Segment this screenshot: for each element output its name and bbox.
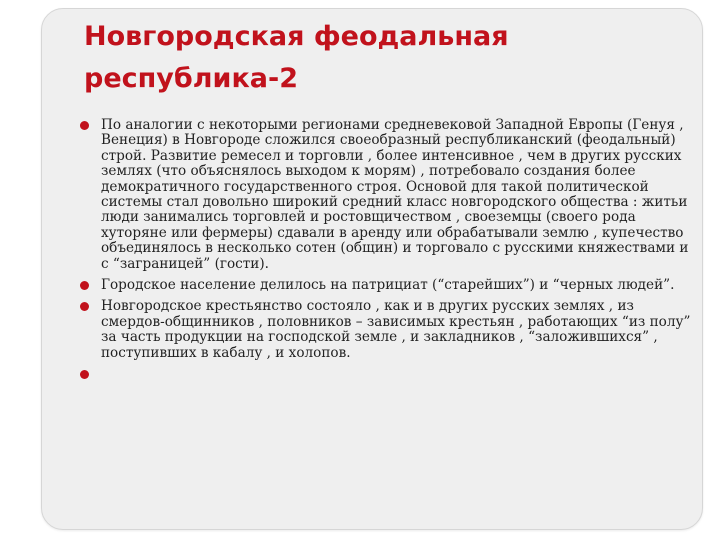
bullet-item-1 xyxy=(80,118,692,272)
bullet-dot-icon xyxy=(80,370,89,379)
bullet-dot-icon xyxy=(80,121,89,130)
title-line-2: республика-2 xyxy=(84,63,298,94)
bullet-text-1: По аналогии с некоторыми регионами средневековой Западной Европы (Генуя , Венеция) в Новгороде сложился своеобразный республиканский (феодальный) строй. Развитие ремесел и торговли , более интенсивное , чем в других русских землях (что объяснялось выходом к морям) , потребовало создания более демократичного государственного строя. Основой для такой политической системы стал довольно широкий средний класс новгородского общества : житьи люди занимались торговлей и ростовщичеством , своеземцы (своего рода хуторяне или фермеры) сдавали в аренду или обрабатывали землю , купечество объединялось в несколько сотен (общин) и торговало с русскими княжествами и с “заграницей” (гости). xyxy=(101,117,689,272)
slide-title xyxy=(84,16,684,100)
title-line-1: Новгородская феодальная xyxy=(84,21,509,52)
bullet-list xyxy=(80,118,692,388)
bullet-dot-icon xyxy=(80,281,89,290)
bullet-dot-icon xyxy=(80,302,89,311)
bullet-item-3 xyxy=(80,299,692,361)
bullet-text-3: Новгородское крестьянство состояло , как и в других русских землях , из смердов-общинников , половников – зависимых крестьян , работающих “из полу” за часть продукции на господской земле , и закладников , “заложившихся” , поступивших в кабалу , и холопов. xyxy=(101,298,691,361)
bullet-text-2: Городское население делилось на патрициат (“старейших”) и “черных людей”. xyxy=(101,277,675,294)
bullet-item-4 xyxy=(80,367,692,382)
bullet-item-2 xyxy=(80,278,692,293)
